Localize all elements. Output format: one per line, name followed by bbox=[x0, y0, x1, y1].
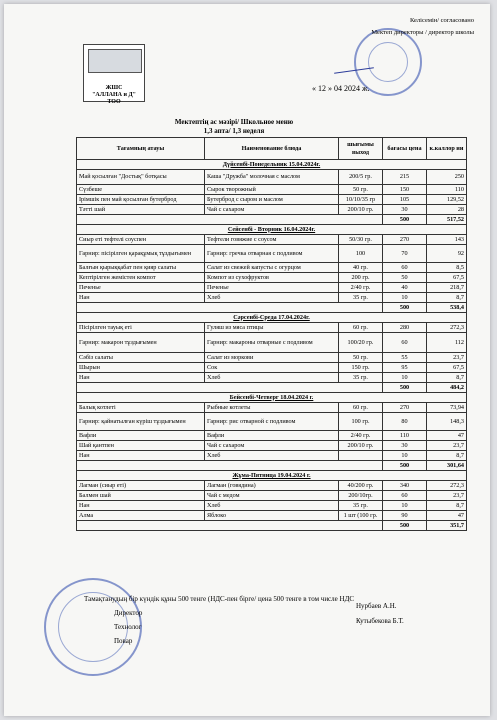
approval-date: « 12 » 04 2024 ж. bbox=[312, 84, 370, 93]
cell-kaz: Лагман (сиыр еті) bbox=[77, 481, 205, 491]
cell-rus: Чай с медом bbox=[205, 491, 339, 501]
cell-rus: Лагман (говядина) bbox=[205, 481, 339, 491]
cell-kcal: 250 bbox=[427, 170, 467, 185]
cell-rus: Сок bbox=[205, 363, 339, 373]
menu-document bbox=[4, 4, 490, 716]
cell-rus: Бутерброд с сыром и маслом bbox=[205, 195, 339, 205]
cell-output: 50 гр. bbox=[339, 185, 383, 195]
cell-kcal: 8,7 bbox=[427, 293, 467, 303]
cell-price: 70 bbox=[383, 245, 427, 263]
day-label: Дүйсенбі-Понедельник 15.04.2024г. bbox=[77, 160, 467, 170]
cell-output: 1 шт (100 гр. bbox=[339, 511, 383, 521]
cell-output: 100 гр. bbox=[339, 413, 383, 431]
total-kcal: 517,52 bbox=[427, 215, 467, 225]
cell-output: 100 bbox=[339, 245, 383, 263]
approval-line-director: Мектеп директоры / директор школы bbox=[371, 29, 474, 36]
cell-rus: Гарнир: гречка отварная с подливом bbox=[205, 245, 339, 263]
day-label: Жұма-Пятница 19.04.2024 г. bbox=[77, 471, 467, 481]
day-label: Сәрсенбі-Среда 17.04.2024г. bbox=[77, 313, 467, 323]
table-row bbox=[77, 501, 467, 511]
cell-kcal: 8,7 bbox=[427, 501, 467, 511]
total-spacer bbox=[77, 461, 383, 471]
cell-kcal: 272,3 bbox=[427, 323, 467, 333]
cell-rus: Сырок творожный bbox=[205, 185, 339, 195]
table-row bbox=[77, 333, 467, 353]
cell-price: 30 bbox=[383, 441, 427, 451]
cook-label: Повар bbox=[114, 637, 133, 645]
cell-kaz: Вафли bbox=[77, 431, 205, 441]
table-row bbox=[77, 185, 467, 195]
total-spacer bbox=[77, 303, 383, 313]
menu-table-body bbox=[77, 160, 467, 531]
total-price: 500 bbox=[383, 521, 427, 531]
day-total-row bbox=[77, 383, 467, 393]
total-price: 500 bbox=[383, 215, 427, 225]
table-row bbox=[77, 363, 467, 373]
table-row bbox=[77, 170, 467, 185]
day-label: Бейсенбі-Четверг 18.04.2024 г. bbox=[77, 393, 467, 403]
table-row bbox=[77, 491, 467, 501]
logo-text: ЖШС "АЛЛАНА и Д" ТОО bbox=[92, 85, 136, 105]
cell-kaz: Нан bbox=[77, 373, 205, 383]
cell-kcal: 8,7 bbox=[427, 451, 467, 461]
cell-rus: Каша "Дружба" молочная с маслом bbox=[205, 170, 339, 185]
cell-output: 60 гр. bbox=[339, 403, 383, 413]
cell-output: 40 гр. bbox=[339, 263, 383, 273]
cell-rus: Компот из сухофруктов bbox=[205, 273, 339, 283]
table-row bbox=[77, 353, 467, 363]
director-name: Нурбаев А.Н. bbox=[356, 602, 397, 610]
cell-kcal: 67,5 bbox=[427, 273, 467, 283]
table-row bbox=[77, 403, 467, 413]
cell-kcal: 23,7 bbox=[427, 353, 467, 363]
cell-rus: Гарнир: макароны отварные с подливом bbox=[205, 333, 339, 353]
cell-rus: Тефтели говяжие с соусом bbox=[205, 235, 339, 245]
cell-price: 10 bbox=[383, 501, 427, 511]
cell-output: 50/30 гр. bbox=[339, 235, 383, 245]
column-header-rus: Наименование блюда bbox=[205, 138, 339, 160]
cell-price: 270 bbox=[383, 403, 427, 413]
day-label: Сейсенбі - Вторник 16.04.2024г. bbox=[77, 225, 467, 235]
table-row bbox=[77, 245, 467, 263]
cell-rus: Хлеб bbox=[205, 293, 339, 303]
cell-kaz: Май қосылған "Достық" ботқасы bbox=[77, 170, 205, 185]
cell-output: 35 гр. bbox=[339, 373, 383, 383]
cell-kaz: Нан bbox=[77, 451, 205, 461]
cell-price: 280 bbox=[383, 323, 427, 333]
table-row bbox=[77, 235, 467, 245]
cell-kaz: Печенье bbox=[77, 283, 205, 293]
cell-rus: Печенье bbox=[205, 283, 339, 293]
cell-rus: Чай с сахаром bbox=[205, 441, 339, 451]
day-header-row bbox=[77, 393, 467, 403]
cell-kaz: Шырын bbox=[77, 363, 205, 373]
cell-output: 200/10гр. bbox=[339, 491, 383, 501]
cell-kaz: Нан bbox=[77, 293, 205, 303]
total-kcal: 351,7 bbox=[427, 521, 467, 531]
cell-output: 200/5 гр. bbox=[339, 170, 383, 185]
cell-price: 110 bbox=[383, 431, 427, 441]
cell-kaz: Нан bbox=[77, 501, 205, 511]
cell-output: 200/10 гр. bbox=[339, 205, 383, 215]
technologist-name: Кутыбекова Б.Т. bbox=[356, 617, 404, 625]
cell-kaz: Гарнир: қайнатылған күріш тұздығымен bbox=[77, 413, 205, 431]
cell-output: 200/10 гр. bbox=[339, 441, 383, 451]
day-header-row bbox=[77, 313, 467, 323]
cell-kcal: 8,5 bbox=[427, 263, 467, 273]
cell-kaz: Алма bbox=[77, 511, 205, 521]
cell-kaz: Гарнир: макарон тұздығымен bbox=[77, 333, 205, 353]
menu-title: Мектептің ас мәзірі/ Школьное меню bbox=[174, 118, 294, 126]
cell-price: 270 bbox=[383, 235, 427, 245]
cell-kaz: Гарнир: пісірілген қарақұмық тұздығымен bbox=[77, 245, 205, 263]
cell-price: 60 bbox=[383, 333, 427, 353]
cell-price: 150 bbox=[383, 185, 427, 195]
cell-output: 100/20 гр. bbox=[339, 333, 383, 353]
cell-kaz: Сиыр еті тефтелі соуспен bbox=[77, 235, 205, 245]
menu-table bbox=[76, 137, 467, 531]
cell-output: 50 гр. bbox=[339, 353, 383, 363]
cell-rus: Гарнир: рис отварной с подливом bbox=[205, 413, 339, 431]
cell-price: 10 bbox=[383, 293, 427, 303]
cell-kcal: 218,7 bbox=[427, 283, 467, 293]
cell-output: 2/40 гр. bbox=[339, 283, 383, 293]
logo-emblem-icon bbox=[88, 49, 142, 73]
director-label: Директор bbox=[114, 609, 143, 617]
cell-kaz: Ірімшік пен май қосылған бутерброд bbox=[77, 195, 205, 205]
total-kcal: 301,64 bbox=[427, 461, 467, 471]
cell-price: 215 bbox=[383, 170, 427, 185]
cell-price: 105 bbox=[383, 195, 427, 205]
cell-rus: Вафли bbox=[205, 431, 339, 441]
cell-output: 35 гр. bbox=[339, 501, 383, 511]
total-price: 500 bbox=[383, 303, 427, 313]
cell-price: 10 bbox=[383, 451, 427, 461]
day-header-row bbox=[77, 471, 467, 481]
table-row bbox=[77, 263, 467, 273]
cell-kcal: 143 bbox=[427, 235, 467, 245]
cell-kcal: 272,3 bbox=[427, 481, 467, 491]
total-kcal: 484,2 bbox=[427, 383, 467, 393]
cell-kcal: 28 bbox=[427, 205, 467, 215]
cell-output: 40/200 гр. bbox=[339, 481, 383, 491]
table-row bbox=[77, 511, 467, 521]
cell-output bbox=[339, 451, 383, 461]
cell-rus: Салат из моркови bbox=[205, 353, 339, 363]
cell-output: 200 гр. bbox=[339, 273, 383, 283]
total-spacer bbox=[77, 521, 383, 531]
cell-kcal: 73,94 bbox=[427, 403, 467, 413]
table-row bbox=[77, 373, 467, 383]
cell-kcal: 47 bbox=[427, 511, 467, 521]
cell-price: 10 bbox=[383, 373, 427, 383]
cell-price: 60 bbox=[383, 263, 427, 273]
column-header-kcal: к.каллор ии bbox=[427, 138, 467, 160]
table-row bbox=[77, 205, 467, 215]
cell-price: 340 bbox=[383, 481, 427, 491]
total-spacer bbox=[77, 215, 383, 225]
table-header-row bbox=[77, 138, 467, 160]
column-header-output: шығымы выход bbox=[339, 138, 383, 160]
approval-line-agreed: Келісемін/ согласовано bbox=[409, 17, 474, 24]
table-row bbox=[77, 293, 467, 303]
cell-price: 60 bbox=[383, 491, 427, 501]
cell-output: 35 гр. bbox=[339, 293, 383, 303]
menu-subtitle: 1,3 апта/ 1,3 неделя bbox=[203, 127, 265, 135]
table-row bbox=[77, 441, 467, 451]
column-header-kaz: Тағамның атауы bbox=[77, 138, 205, 160]
total-kcal: 538,4 bbox=[427, 303, 467, 313]
cell-output: 150 гр. bbox=[339, 363, 383, 373]
price-note: Тамақтанудың бір күндік құны 500 тенге (НДС-пен бірге/ цена 500 тенге в том числе НДС bbox=[84, 595, 355, 603]
cell-kaz: Сәбіз салаты bbox=[77, 353, 205, 363]
cell-kcal: 23,7 bbox=[427, 491, 467, 501]
cell-price: 50 bbox=[383, 273, 427, 283]
table-row bbox=[77, 323, 467, 333]
table-row bbox=[77, 451, 467, 461]
cell-output: 10/10/35 гр bbox=[339, 195, 383, 205]
cell-rus: Гуляш из мяса птицы bbox=[205, 323, 339, 333]
day-header-row bbox=[77, 225, 467, 235]
cell-rus: Хлеб bbox=[205, 373, 339, 383]
cell-kcal: 148,3 bbox=[427, 413, 467, 431]
cell-rus: Яблоко bbox=[205, 511, 339, 521]
table-row bbox=[77, 481, 467, 491]
cell-price: 80 bbox=[383, 413, 427, 431]
cell-kcal: 92 bbox=[427, 245, 467, 263]
cell-kcal: 23,7 bbox=[427, 441, 467, 451]
cell-rus: Чай с сахаром bbox=[205, 205, 339, 215]
cell-price: 40 bbox=[383, 283, 427, 293]
cell-price: 90 bbox=[383, 511, 427, 521]
total-price: 500 bbox=[383, 383, 427, 393]
cell-kaz: Кептірілген жемістен компот bbox=[77, 273, 205, 283]
cell-kcal: 112 bbox=[427, 333, 467, 353]
technologist-label: Технолог bbox=[114, 623, 142, 631]
day-total-row bbox=[77, 521, 467, 531]
day-total-row bbox=[77, 215, 467, 225]
cell-output: 60 гр. bbox=[339, 323, 383, 333]
total-price: 500 bbox=[383, 461, 427, 471]
cell-kcal: 8,7 bbox=[427, 373, 467, 383]
cell-price: 95 bbox=[383, 363, 427, 373]
cell-kaz: Балғын қырыққабат пен қияр салаты bbox=[77, 263, 205, 273]
day-header-row bbox=[77, 160, 467, 170]
cell-kaz: Балмен шай bbox=[77, 491, 205, 501]
cell-kcal: 47 bbox=[427, 431, 467, 441]
cell-kaz: Пісірілген тауық еті bbox=[77, 323, 205, 333]
approval-block bbox=[274, 15, 474, 39]
day-total-row bbox=[77, 303, 467, 313]
table-row bbox=[77, 273, 467, 283]
day-total-row bbox=[77, 461, 467, 471]
cell-kaz: Шай қантпен bbox=[77, 441, 205, 451]
cell-rus: Хлеб bbox=[205, 501, 339, 511]
column-header-price: бағасы цена bbox=[383, 138, 427, 160]
total-spacer bbox=[77, 383, 383, 393]
table-row bbox=[77, 431, 467, 441]
table-row bbox=[77, 413, 467, 431]
table-row bbox=[77, 195, 467, 205]
cell-kcal: 67,5 bbox=[427, 363, 467, 373]
cell-kaz: Балық котлеті bbox=[77, 403, 205, 413]
cell-price: 55 bbox=[383, 353, 427, 363]
cell-rus: Рыбные котлеты bbox=[205, 403, 339, 413]
cell-price: 30 bbox=[383, 205, 427, 215]
cell-kcal: 129,52 bbox=[427, 195, 467, 205]
cell-rus: Хлеб bbox=[205, 451, 339, 461]
cell-kaz: Тәтті шай bbox=[77, 205, 205, 215]
cell-rus: Салат из свежей капусты с огурцом bbox=[205, 263, 339, 273]
company-logo bbox=[83, 44, 145, 105]
table-row bbox=[77, 283, 467, 293]
cell-output: 2/40 гр. bbox=[339, 431, 383, 441]
cell-kaz: Сүзбеше bbox=[77, 185, 205, 195]
cell-kcal: 110 bbox=[427, 185, 467, 195]
